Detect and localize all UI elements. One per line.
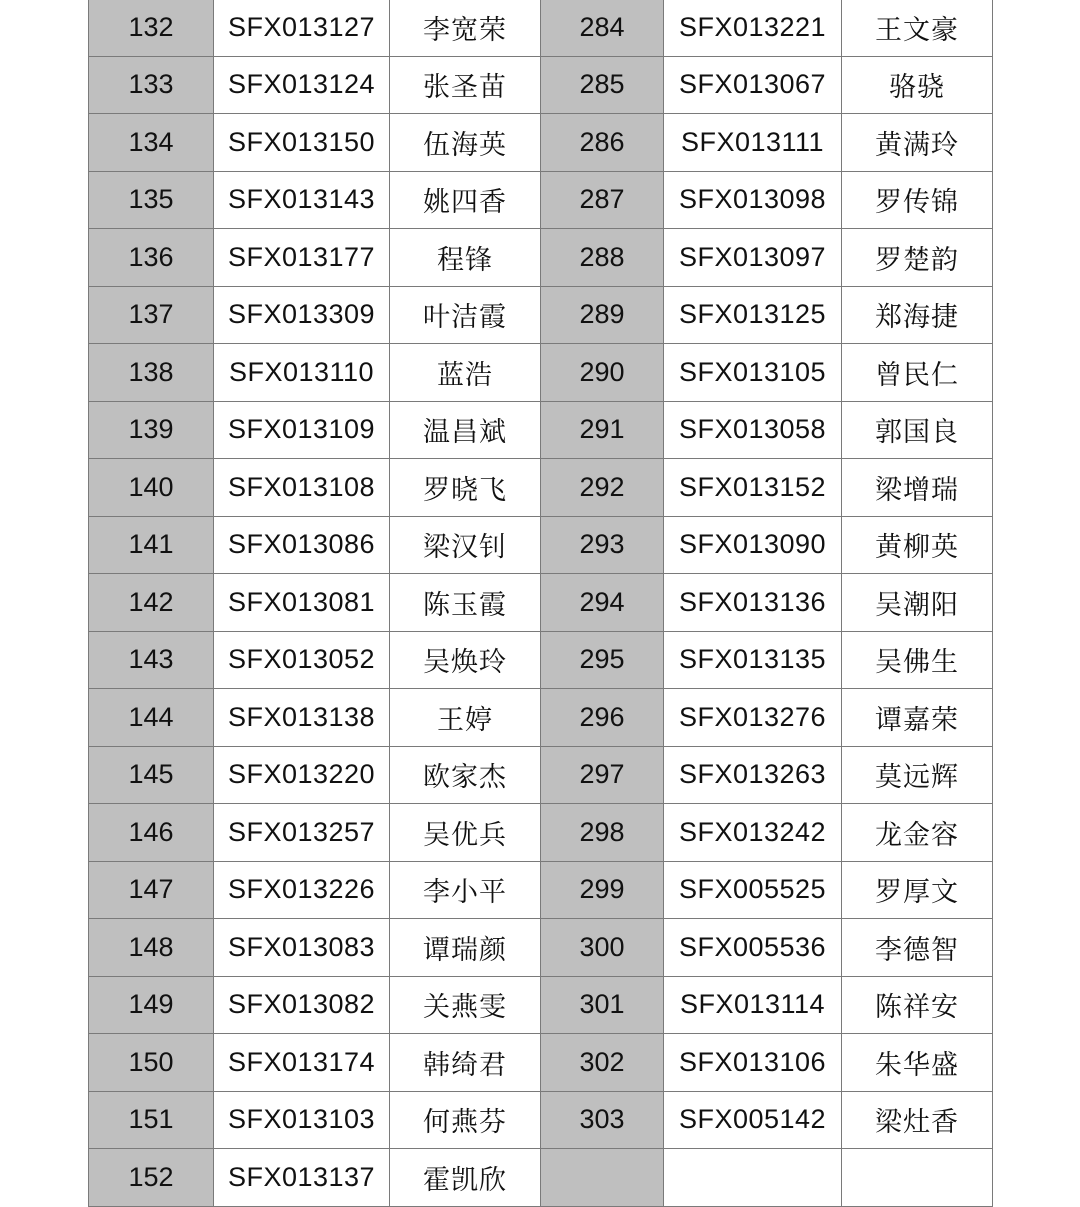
id-code-cell: SFX013242 xyxy=(664,804,842,862)
id-code-cell: SFX013082 xyxy=(214,976,390,1034)
person-name-cell: 曾民仁 xyxy=(842,344,993,402)
id-code-cell: SFX013174 xyxy=(214,1034,390,1092)
id-code-cell: SFX013136 xyxy=(664,574,842,632)
person-name-cell: 王婷 xyxy=(390,689,541,747)
seq-number-cell: 147 xyxy=(89,861,214,919)
seq-number-cell: 135 xyxy=(89,171,214,229)
table-row xyxy=(89,1034,993,1092)
table-row xyxy=(89,171,993,229)
id-code-cell: SFX013067 xyxy=(664,56,842,114)
id-code-cell: SFX013309 xyxy=(214,286,390,344)
person-name-cell: 郑海捷 xyxy=(842,286,993,344)
table-row xyxy=(89,344,993,402)
person-name-cell: 吴潮阳 xyxy=(842,574,993,632)
id-code-cell: SFX013143 xyxy=(214,171,390,229)
table-row xyxy=(89,919,993,977)
person-name-cell: 梁汉钊 xyxy=(390,516,541,574)
seq-number-cell: 288 xyxy=(541,229,664,287)
person-name-cell: 韩绮君 xyxy=(390,1034,541,1092)
roster-body xyxy=(89,0,993,1206)
seq-number-cell: 292 xyxy=(541,459,664,517)
seq-number-cell: 144 xyxy=(89,689,214,747)
person-name-cell: 伍海英 xyxy=(390,114,541,172)
seq-number-cell: 140 xyxy=(89,459,214,517)
seq-number-cell: 143 xyxy=(89,631,214,689)
id-code-cell: SFX013098 xyxy=(664,171,842,229)
person-name-cell: 程锋 xyxy=(390,229,541,287)
id-code-cell: SFX013263 xyxy=(664,746,842,804)
id-code-cell: SFX013226 xyxy=(214,861,390,919)
id-code-cell: SFX013152 xyxy=(664,459,842,517)
id-code-cell: SFX013097 xyxy=(664,229,842,287)
id-code-cell: SFX013109 xyxy=(214,401,390,459)
person-name-cell: 李小平 xyxy=(390,861,541,919)
id-code-cell: SFX013257 xyxy=(214,804,390,862)
id-code-cell: SFX013124 xyxy=(214,56,390,114)
id-code-cell: SFX013125 xyxy=(664,286,842,344)
person-name-cell: 郭国良 xyxy=(842,401,993,459)
seq-number-cell: 136 xyxy=(89,229,214,287)
person-name-cell: 蓝浩 xyxy=(390,344,541,402)
person-name-cell: 李德智 xyxy=(842,919,993,977)
id-code-cell: SFX013106 xyxy=(664,1034,842,1092)
id-code-cell: SFX013090 xyxy=(664,516,842,574)
id-code-cell: SFX013220 xyxy=(214,746,390,804)
person-name-cell: 谭嘉荣 xyxy=(842,689,993,747)
seq-number-cell: 285 xyxy=(541,56,664,114)
id-code-cell: SFX013127 xyxy=(214,0,390,56)
seq-number-cell: 133 xyxy=(89,56,214,114)
seq-number-cell: 295 xyxy=(541,631,664,689)
id-code-cell: SFX013058 xyxy=(664,401,842,459)
seq-number-cell: 290 xyxy=(541,344,664,402)
seq-number-cell: 151 xyxy=(89,1091,214,1149)
id-code-cell: SFX013083 xyxy=(214,919,390,977)
id-code-cell: SFX013177 xyxy=(214,229,390,287)
seq-number-cell: 291 xyxy=(541,401,664,459)
seq-number-cell: 145 xyxy=(89,746,214,804)
id-code-cell: SFX005536 xyxy=(664,919,842,977)
person-name-cell xyxy=(842,1149,993,1207)
id-code-cell: SFX013081 xyxy=(214,574,390,632)
seq-number-cell: 293 xyxy=(541,516,664,574)
person-name-cell: 黄柳英 xyxy=(842,516,993,574)
person-name-cell: 吴焕玲 xyxy=(390,631,541,689)
table-row xyxy=(89,1091,993,1149)
id-code-cell: SFX013150 xyxy=(214,114,390,172)
seq-number-cell: 134 xyxy=(89,114,214,172)
seq-number-cell: 301 xyxy=(541,976,664,1034)
person-name-cell: 骆骁 xyxy=(842,56,993,114)
person-name-cell: 梁灶香 xyxy=(842,1091,993,1149)
person-name-cell: 吴佛生 xyxy=(842,631,993,689)
seq-number-cell: 150 xyxy=(89,1034,214,1092)
seq-number-cell: 296 xyxy=(541,689,664,747)
table-row xyxy=(89,861,993,919)
seq-number-cell: 142 xyxy=(89,574,214,632)
id-code-cell: SFX013111 xyxy=(664,114,842,172)
person-name-cell: 关燕雯 xyxy=(390,976,541,1034)
table-row xyxy=(89,0,993,56)
table-row xyxy=(89,804,993,862)
table-row xyxy=(89,229,993,287)
roster-table xyxy=(88,0,993,1207)
seq-number-cell: 287 xyxy=(541,171,664,229)
seq-number-cell: 299 xyxy=(541,861,664,919)
person-name-cell: 黄满玲 xyxy=(842,114,993,172)
person-name-cell: 朱华盛 xyxy=(842,1034,993,1092)
person-name-cell: 张圣苗 xyxy=(390,56,541,114)
seq-number-cell: 148 xyxy=(89,919,214,977)
person-name-cell: 龙金容 xyxy=(842,804,993,862)
id-code-cell: SFX013221 xyxy=(664,0,842,56)
seq-number-cell: 141 xyxy=(89,516,214,574)
seq-number-cell: 297 xyxy=(541,746,664,804)
table-row xyxy=(89,56,993,114)
person-name-cell: 王文豪 xyxy=(842,0,993,56)
table-row xyxy=(89,976,993,1034)
id-code-cell: SFX013086 xyxy=(214,516,390,574)
person-name-cell: 罗厚文 xyxy=(842,861,993,919)
id-code-cell: SFX013135 xyxy=(664,631,842,689)
person-name-cell: 霍凯欣 xyxy=(390,1149,541,1207)
seq-number-cell: 132 xyxy=(89,0,214,56)
person-name-cell: 罗楚韵 xyxy=(842,229,993,287)
seq-number-cell: 146 xyxy=(89,804,214,862)
table-row xyxy=(89,516,993,574)
seq-number-cell: 139 xyxy=(89,401,214,459)
id-code-cell: SFX013137 xyxy=(214,1149,390,1207)
seq-number-cell: 294 xyxy=(541,574,664,632)
person-name-cell: 莫远辉 xyxy=(842,746,993,804)
id-code-cell: SFX013114 xyxy=(664,976,842,1034)
table-row xyxy=(89,746,993,804)
seq-number-cell: 152 xyxy=(89,1149,214,1207)
seq-number-cell: 289 xyxy=(541,286,664,344)
person-name-cell: 叶洁霞 xyxy=(390,286,541,344)
id-code-cell: SFX013108 xyxy=(214,459,390,517)
person-name-cell: 欧家杰 xyxy=(390,746,541,804)
table-row xyxy=(89,689,993,747)
table-row xyxy=(89,631,993,689)
seq-number-cell: 149 xyxy=(89,976,214,1034)
id-code-cell: SFX005525 xyxy=(664,861,842,919)
seq-number-cell: 284 xyxy=(541,0,664,56)
person-name-cell: 陈玉霞 xyxy=(390,574,541,632)
table-row xyxy=(89,114,993,172)
table-row xyxy=(89,401,993,459)
id-code-cell: SFX013110 xyxy=(214,344,390,402)
id-code-cell: SFX013052 xyxy=(214,631,390,689)
id-code-cell xyxy=(664,1149,842,1207)
person-name-cell: 何燕芬 xyxy=(390,1091,541,1149)
seq-number-cell: 300 xyxy=(541,919,664,977)
seq-number-cell: 286 xyxy=(541,114,664,172)
person-name-cell: 温昌斌 xyxy=(390,401,541,459)
table-row xyxy=(89,459,993,517)
person-name-cell: 李宽荣 xyxy=(390,0,541,56)
table-row xyxy=(89,1149,993,1207)
seq-number-cell: 303 xyxy=(541,1091,664,1149)
id-code-cell: SFX013105 xyxy=(664,344,842,402)
seq-number-cell: 137 xyxy=(89,286,214,344)
id-code-cell: SFX013138 xyxy=(214,689,390,747)
id-code-cell: SFX013103 xyxy=(214,1091,390,1149)
person-name-cell: 吴优兵 xyxy=(390,804,541,862)
person-name-cell: 罗晓飞 xyxy=(390,459,541,517)
person-name-cell: 谭瑞颜 xyxy=(390,919,541,977)
id-code-cell: SFX005142 xyxy=(664,1091,842,1149)
person-name-cell: 陈祥安 xyxy=(842,976,993,1034)
seq-number-cell: 298 xyxy=(541,804,664,862)
person-name-cell: 梁增瑞 xyxy=(842,459,993,517)
table-row xyxy=(89,574,993,632)
table-row xyxy=(89,286,993,344)
seq-number-cell: 138 xyxy=(89,344,214,402)
person-name-cell: 罗传锦 xyxy=(842,171,993,229)
seq-number-cell: 302 xyxy=(541,1034,664,1092)
person-name-cell: 姚四香 xyxy=(390,171,541,229)
seq-number-cell xyxy=(541,1149,664,1207)
id-code-cell: SFX013276 xyxy=(664,689,842,747)
